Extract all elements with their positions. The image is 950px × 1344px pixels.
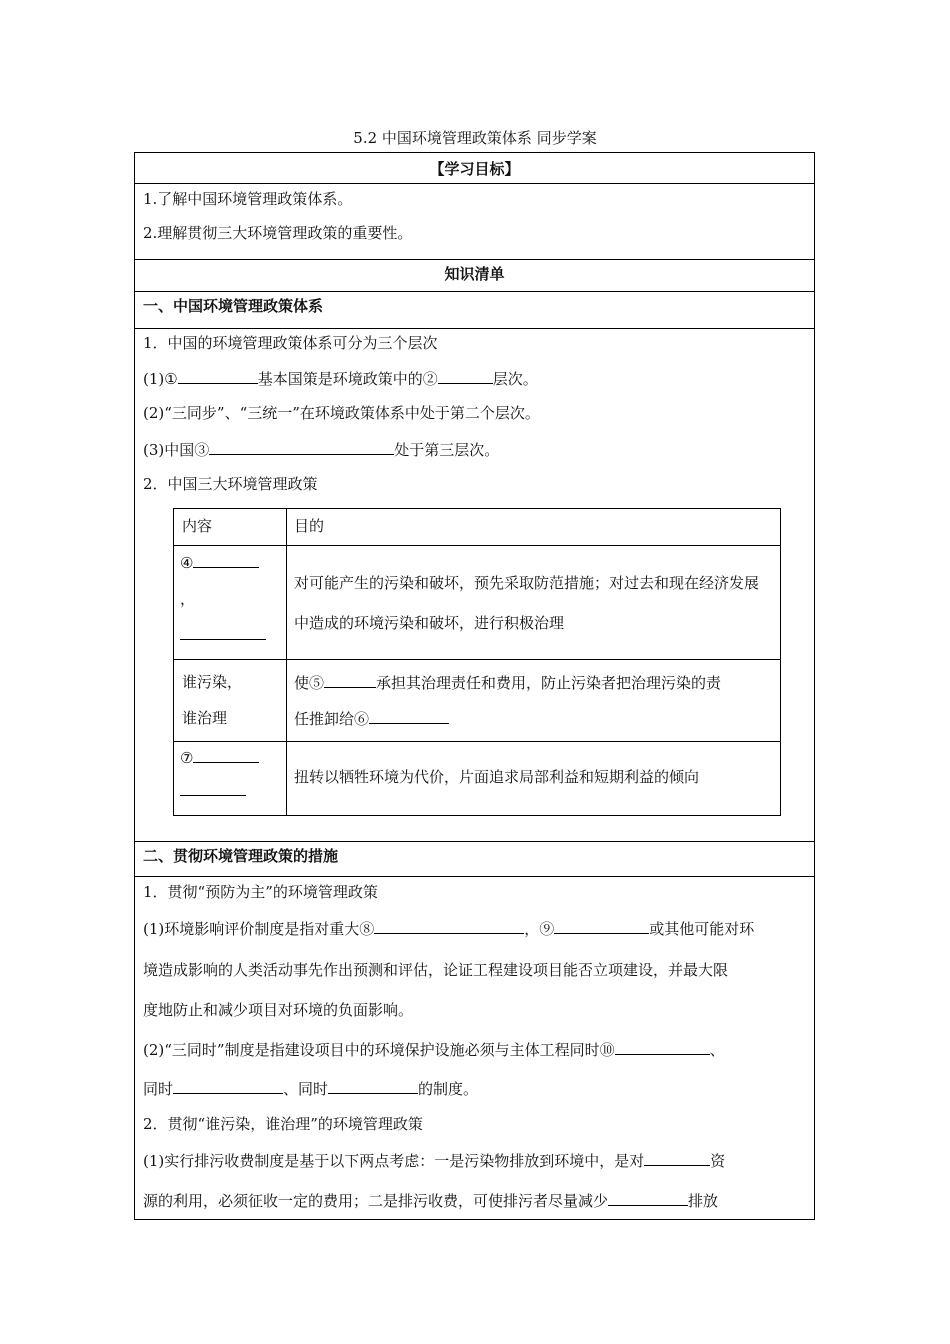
- col-header-content: 内容: [182, 517, 213, 535]
- objective-1: 1.了解中国环境管理政策体系。: [143, 190, 353, 208]
- fill-blank[interactable]: [608, 1190, 688, 1206]
- section2-heading: 二、贯彻环境管理政策的措施: [143, 847, 339, 865]
- fill-blank[interactable]: [324, 672, 376, 688]
- divider: [135, 841, 814, 842]
- row2-purpose-line1: [294, 672, 721, 693]
- fill-blank[interactable]: [173, 1078, 283, 1094]
- section2-p1: 1．贯彻“预防为主”的环境管理政策: [143, 883, 378, 901]
- objectives-header: 【学习目标】: [429, 160, 520, 178]
- row2-content-line1: 谁污染，: [182, 673, 243, 691]
- text: (1)环境影响评价制度是指对重大⑧: [143, 920, 375, 938]
- text: 基本国策是环境政策中的②: [257, 370, 438, 388]
- section2-a-line1: [143, 918, 754, 939]
- section2-a-line2: 境造成影响的人类活动事先作出预测和评估，论证工程建设项目能否立项建设，并最大限: [143, 961, 729, 979]
- text: 、同时: [283, 1080, 329, 1098]
- section1-line1: [143, 368, 538, 389]
- col-header-purpose: 目的: [294, 517, 325, 535]
- row-divider: [174, 659, 780, 660]
- column-divider: [286, 509, 287, 815]
- text: 、: [709, 1041, 725, 1059]
- row1-content-line2: [180, 624, 266, 645]
- section2-c-line1: [143, 1150, 725, 1171]
- section2-a-line3: 度地防止和减少项目对环境的负面影响。: [143, 1001, 414, 1019]
- row2-purpose-line2: [294, 708, 449, 729]
- text: 任推卸给⑥: [294, 710, 370, 728]
- text: ④: [180, 554, 194, 572]
- fill-blank[interactable]: [193, 552, 259, 568]
- section1-heading: 一、中国环境管理政策体系: [143, 297, 324, 315]
- text: 承担其治理责任和费用，防止污染者把治理污染的责: [376, 674, 722, 692]
- text: ⑦: [180, 749, 194, 767]
- section1-p1: 1．中国的环境管理政策体系可分为三个层次: [143, 334, 438, 352]
- text: 处于第三层次。: [394, 441, 500, 459]
- divider: [135, 876, 814, 877]
- text: 排放: [688, 1192, 719, 1210]
- objective-2: 2.理解贯彻三大环境管理政策的重要性。: [143, 224, 413, 242]
- section1-p2: 2．中国三大环境管理政策: [143, 475, 318, 493]
- text: 的制度。: [418, 1080, 479, 1098]
- fill-blank[interactable]: [615, 1039, 710, 1055]
- text: (2)“三同时”制度是指建设项目中的环境保护设施必须与主体工程同时⑩: [143, 1041, 615, 1059]
- section2-b-line2: [143, 1078, 478, 1099]
- row1-content-line1: [180, 552, 259, 573]
- divider: [135, 259, 814, 260]
- policy-table: [173, 508, 781, 816]
- row3-content-line2: [180, 780, 246, 801]
- text: 或其他可能对环: [649, 920, 755, 938]
- row3-purpose: 扭转以牺牲环境为代价，片面追求局部利益和短期利益的倾向: [294, 768, 700, 786]
- section2-c-line2: [143, 1190, 718, 1211]
- worksheet-table: [134, 152, 815, 1220]
- divider: [135, 291, 814, 292]
- page-title: 5.2 中国环境管理政策体系 同步学案: [353, 129, 597, 147]
- fill-blank[interactable]: [193, 747, 259, 763]
- fill-blank[interactable]: [644, 1150, 710, 1166]
- text: (1)①: [143, 370, 178, 388]
- fill-blank[interactable]: [374, 918, 524, 934]
- section1-line2: (2)“三同步”、“三统一”在环境政策体系中处于第二个层次。: [143, 404, 540, 422]
- fill-blank[interactable]: [438, 368, 493, 384]
- row1-comma: ，: [180, 590, 196, 608]
- fill-blank[interactable]: [369, 708, 449, 724]
- fill-blank[interactable]: [209, 439, 394, 455]
- row3-content-line1: [180, 747, 259, 768]
- text: 资: [710, 1152, 726, 1170]
- row2-content-line2: 谁治理: [182, 709, 228, 727]
- text: 同时: [143, 1080, 174, 1098]
- section2-p2: 2．贯彻“谁污染，谁治理”的环境管理政策: [143, 1115, 423, 1133]
- section1-line3: [143, 439, 499, 460]
- fill-blank[interactable]: [178, 368, 258, 384]
- fill-blank[interactable]: [554, 918, 649, 934]
- fill-blank[interactable]: [180, 624, 266, 640]
- fill-blank[interactable]: [180, 780, 246, 796]
- text: ，⑨: [524, 920, 555, 938]
- fill-blank[interactable]: [328, 1078, 418, 1094]
- text: (3)中国③: [143, 441, 210, 459]
- text: 源的利用，必须征收一定的费用；二是排污收费，可使排污者尽量减少: [143, 1192, 609, 1210]
- row-divider: [174, 741, 780, 742]
- text: (1)实行排污收费制度是基于以下两点考虑：一是污染物排放到环境中，是对: [143, 1152, 645, 1170]
- row-divider: [174, 545, 780, 546]
- knowledge-header: 知识清单: [444, 265, 505, 283]
- row1-purpose: 对可能产生的污染和破坏，预先采取防范措施；对过去和现在经济发展中造成的环境污染和破坏，进行积极治理: [294, 574, 760, 632]
- text: 使⑤: [294, 674, 325, 692]
- divider: [135, 328, 814, 329]
- section2-b-line1: [143, 1039, 725, 1060]
- text: 层次。: [492, 370, 538, 388]
- divider: [135, 183, 814, 184]
